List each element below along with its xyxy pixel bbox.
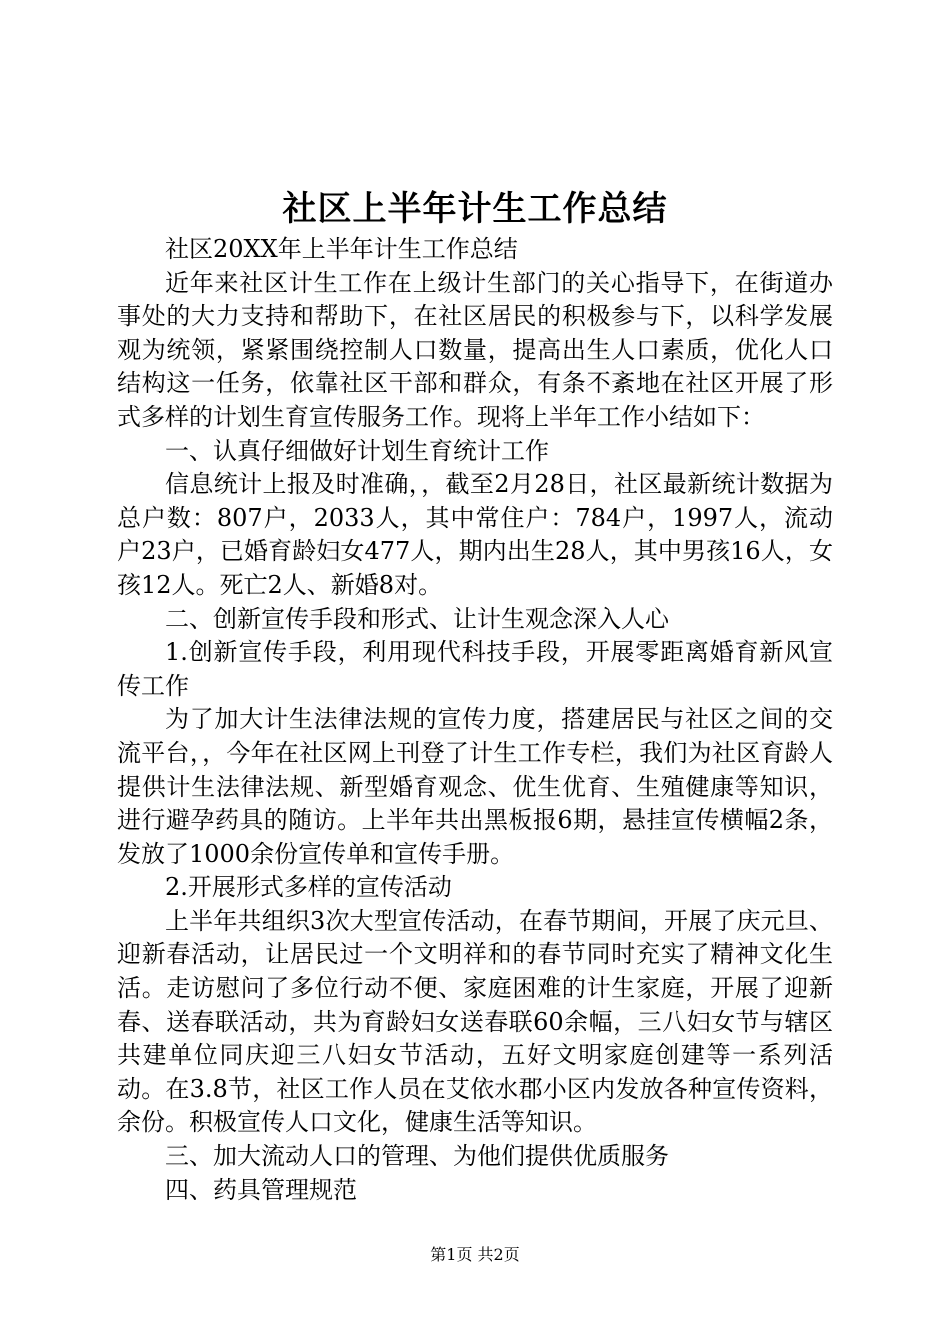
page-number-footer: 第1页 共2页: [430, 1245, 520, 1264]
subsection-heading-2-2: 2.开展形式多样的宣传活动: [165, 873, 452, 902]
activities-paragraph: 上半年共组织3次大型宣传活动，在春节期间，开展了庆元旦、迎新春活动，让居民过一个文明祥和的春节同时充实了精神文化生活。走访慰问了多位行动不便、家庭困难的计生家庭，开展了迎新春、送春联活动，共为育龄妇女送春联60余幅，三八妇女节与辖区共建单位同庆迎三八妇女节活动，五好文明家庭创建等一系列活动。在3.8节，社区工作人员在艾依水郡小区内发放各种宣传资料，余份。积极宣传人口文化，健康生活等知识。: [117, 906, 833, 1137]
section-heading-4: 四、药具管理规范: [165, 1175, 357, 1204]
statistics-paragraph: 信息统计上报及时准确，，截至2月28日，社区最新统计数据为总户数：807户，2033人，其中常住户：784户，1997人，流动户23户，已婚育龄妇女477人，期内出生28人，其中男孩16人，女孩12人。死亡2人、新婚8对。: [117, 470, 833, 599]
document-body: [117, 233, 833, 1207]
section-heading-1: 一、认真仔细做好计划生育统计工作: [165, 436, 549, 465]
subtitle-paragraph: 社区20XX年上半年计生工作总结: [165, 235, 518, 263]
section-heading-3: 三、加大流动人口的管理、为他们提供优质服务: [165, 1142, 669, 1171]
publicity-paragraph: 为了加大计生法律法规的宣传力度，搭建居民与社区之间的交流平台，，今年在社区网上刊登了计生工作专栏，我们为社区育龄人提供计生法律法规、新型婚育观念、优生优育、生殖健康等知识，进行避孕药具的随访。上半年共出黑板报6期，悬挂宣传横幅2条，发放了1000余份宣传单和宣传手册。: [117, 705, 833, 868]
subsection-heading-2-1: 1.创新宣传手段，利用现代科技手段，开展零距离婚育新风宣传工作: [117, 638, 833, 700]
document-title: 社区上半年计生工作总结: [282, 189, 668, 229]
section-heading-2: 二、创新宣传手段和形式、让计生观念深入人心: [165, 604, 669, 633]
intro-paragraph: 近年来社区计生工作在上级计生部门的关心指导下，在街道办事处的大力支持和帮助下，在社区居民的积极参与下，以科学发展观为统领，紧紧围绕控制人口数量，提高出生人口素质，优化人口结构这一任务，依靠社区干部和群众，有条不紊地在社区开展了形式多样的计划生育宣传服务工作。现将上半年工作小结如下：: [117, 268, 833, 431]
